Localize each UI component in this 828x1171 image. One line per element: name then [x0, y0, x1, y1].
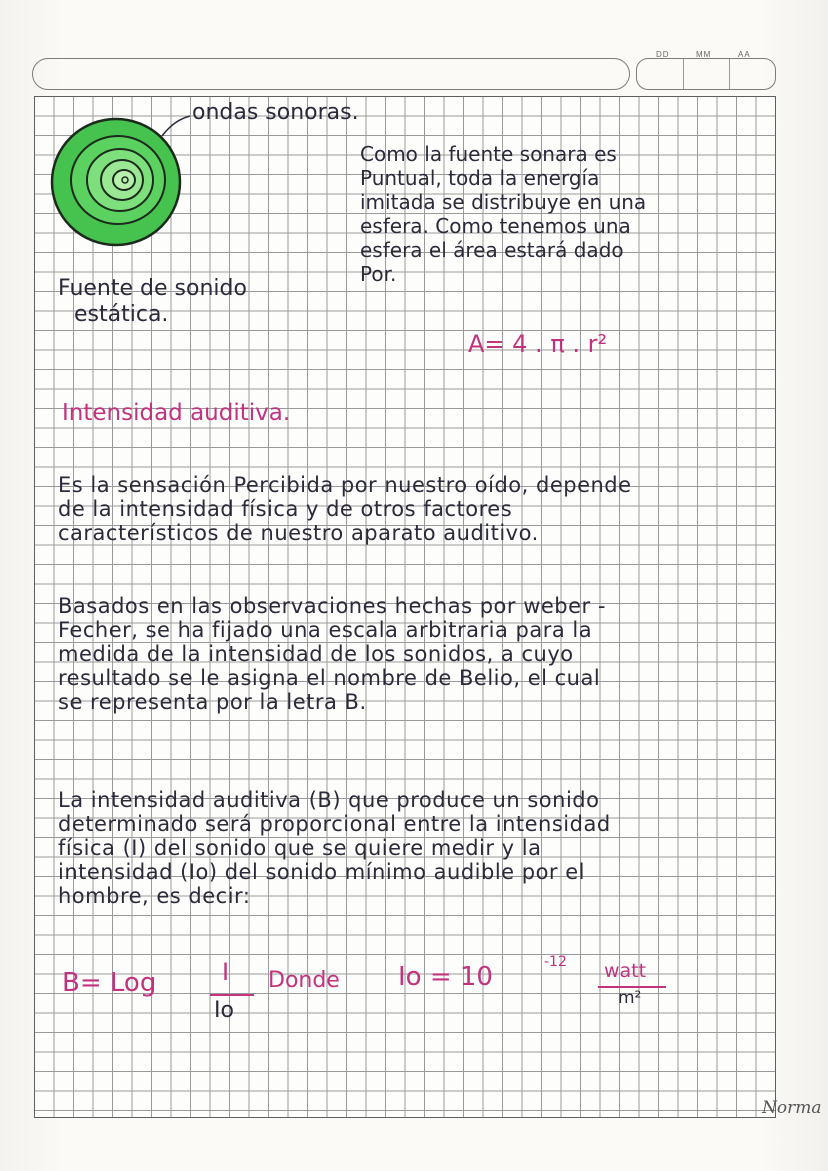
text-line: de la intensidad física y de otros factores	[58, 497, 513, 521]
fraction-bar	[210, 994, 254, 996]
intro-text-block	[360, 142, 646, 286]
diagram-caption-line1: Fuente de sonido	[58, 276, 247, 301]
text-line: intensidad (Io) del sonido mínimo audible por el	[58, 860, 585, 884]
text-line: Es la sensación Percibida por nuestro oído, depende	[58, 473, 632, 497]
unit-denominator: m²	[618, 988, 642, 1008]
text-line: resultado se le asigna el nombre de Belio, el cual	[58, 666, 601, 690]
paragraph-2	[58, 594, 606, 714]
date-label-year: AA	[738, 50, 751, 59]
text-line: se representa por la letra B.	[58, 690, 367, 714]
wave-circle-5	[113, 170, 135, 190]
label-pointer-line	[162, 116, 190, 136]
sound-wave-drawing	[50, 100, 200, 250]
text-line: esfera el área estará dado	[360, 238, 624, 262]
section-title: Intensidad auditiva.	[62, 400, 291, 426]
date-field	[636, 58, 776, 90]
text-line: hombre, es decir:	[58, 884, 251, 908]
donde-label: Donde	[268, 968, 340, 993]
paragraph-1	[58, 473, 632, 545]
belio-formula-lhs: B= Log	[62, 968, 157, 998]
text-line: medida de la intensidad de los sonidos, a cuyo	[58, 642, 574, 666]
date-label-day: DD	[656, 50, 670, 59]
diagram-caption-line2: estática.	[74, 302, 169, 327]
header-title-field	[32, 58, 630, 90]
text-line: Como la fuente sonara es	[360, 142, 617, 166]
diagram-title: ondas sonoras.	[192, 100, 359, 125]
fraction-denominator: Io	[214, 998, 234, 1023]
paragraph-3	[58, 788, 611, 908]
text-line: Fecher, se ha fijado una escala arbitraria para la	[58, 618, 593, 642]
text-line: Basados en las observaciones hechas por weber -	[58, 594, 606, 618]
text-line: física (I) del sonido que se quiere medir y la	[58, 836, 542, 860]
text-line: esfera. Como tenemos una	[360, 214, 631, 238]
text-line: imitada se distribuye en una	[360, 190, 647, 214]
unit-numerator: watt	[604, 960, 647, 982]
text-line: La intensidad auditiva (B) que produce un sonido	[58, 788, 600, 812]
brand-logo: Norma	[762, 1098, 822, 1118]
date-label-month: MM	[696, 50, 712, 59]
text-line: Por.	[360, 262, 397, 286]
text-line: determinado será proporcional entre la intensidad	[58, 812, 611, 836]
io-exponent: -12	[544, 954, 567, 970]
io-expression: Io = 10	[398, 962, 493, 992]
fraction-numerator: I	[222, 958, 230, 986]
text-line: Puntual, toda la energía	[360, 166, 600, 190]
area-formula: A= 4 . π . r²	[468, 330, 608, 358]
text-line: característicos de nuestro aparato auditivo.	[58, 521, 539, 545]
